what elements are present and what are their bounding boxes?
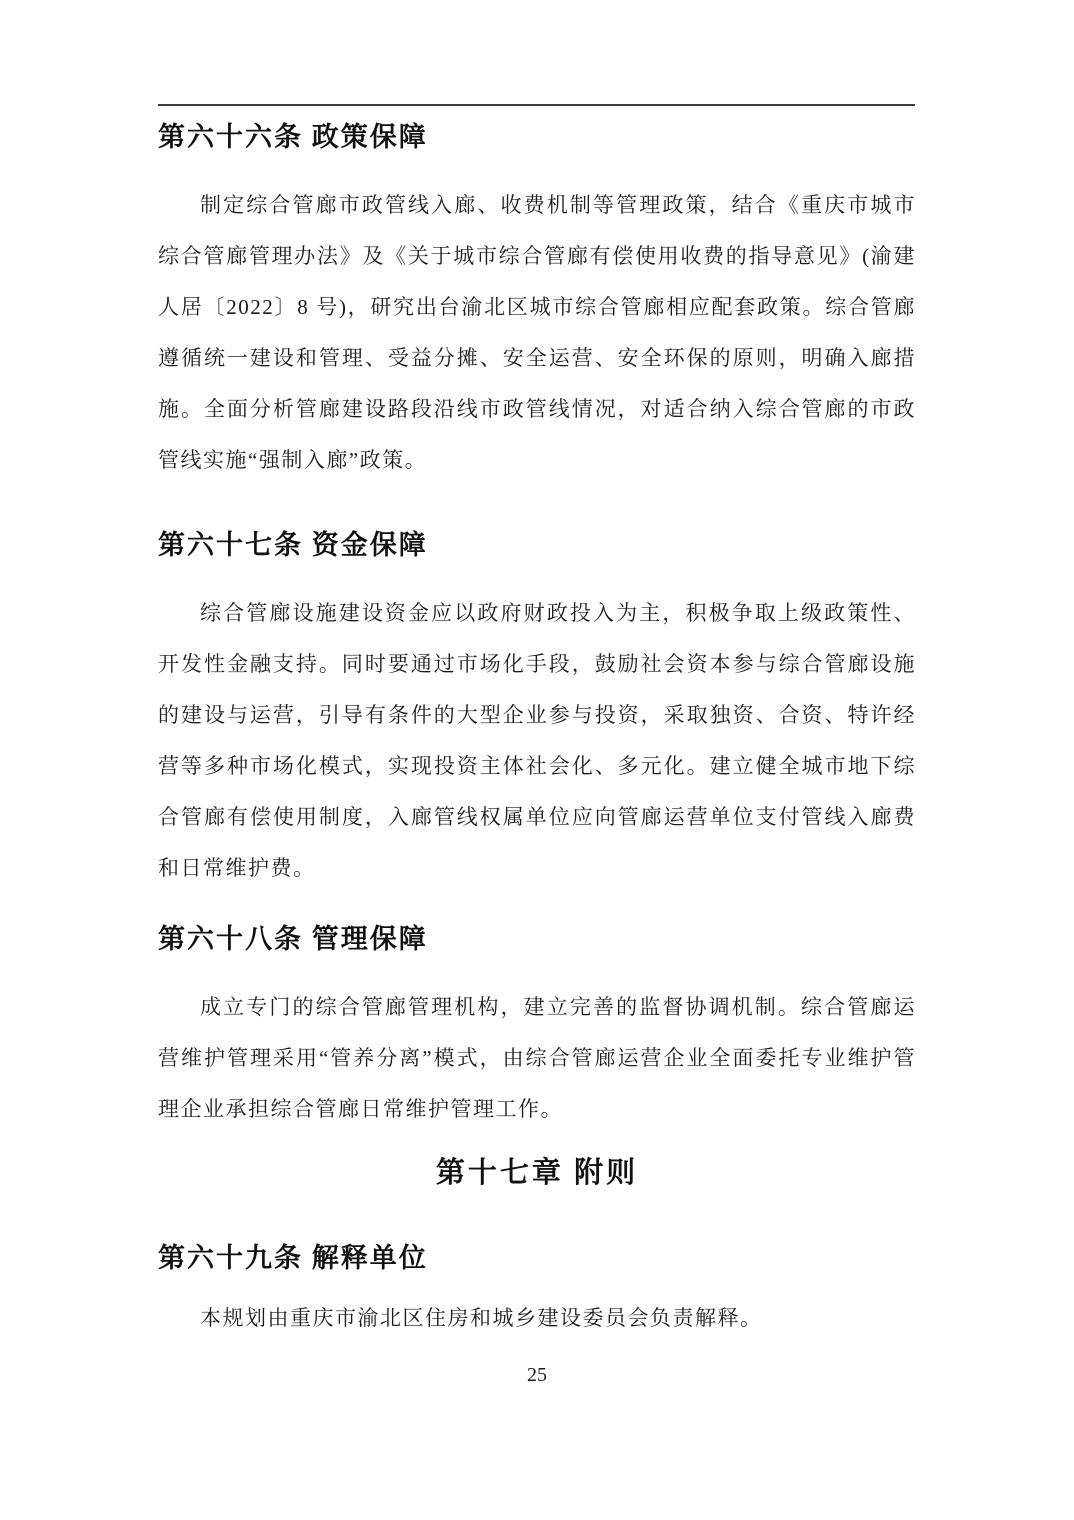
article-69-paragraph: 本规划由重庆市渝北区住房和城乡建设委员会负责解释。 xyxy=(200,1306,763,1330)
chapter-17-heading: 第十七章 附则 xyxy=(435,1157,639,1189)
article-68-heading: 第六十八条 管理保障 xyxy=(158,924,428,954)
page-number: 25 xyxy=(527,1364,547,1386)
article-69-heading: 第六十九条 解释单位 xyxy=(158,1243,428,1273)
article-67-paragraph: 综合管廊设施建设资金应以政府财政投入为主，积极争取上级政策性、开发性金融支持。同时要通过市场化手段，鼓励社会资本参与综合管廊设施的建设与运营，引导有条件的大型企业参与投资，采取独资、合资、特许经营等多种市场化模式，实现投资主体社会化、多元化。建立健全城市地下综合管廊有偿使用制度，入廊管线权属单位应向管廊运营单位支付管线入廊费和日常维护费。 xyxy=(158,601,916,880)
article-67-heading: 第六十七条 资金保障 xyxy=(158,530,428,560)
article-66-paragraph: 制定综合管廊市政管线入廊、收费机制等管理政策，结合《重庆市城市综合管廊管理办法》及《关于城市综合管廊有偿使用收费的指导意见》(渝建人居〔2022〕8 号)，研究出台渝北区城市综合管廊相应配套政策。综合管廊遵循统一建设和管理、受益分摊、安全运营、安全环保的原则，明确入廊措施。全面分析管廊建设路段沿线市政管线情况，对适合纳入综合管廊的市政管线实施“强制入廊”政策。 xyxy=(158,193,916,472)
article-68-paragraph: 成立专门的综合管廊管理机构，建立完善的监督协调机制。综合管廊运营维护管理采用“管养分离”模式，由综合管廊运营企业全面委托专业维护管理企业承担综合管廊日常维护管理工作。 xyxy=(158,995,916,1121)
article-66-heading: 第六十六条 政策保障 xyxy=(158,122,428,152)
page-content xyxy=(158,0,916,1344)
